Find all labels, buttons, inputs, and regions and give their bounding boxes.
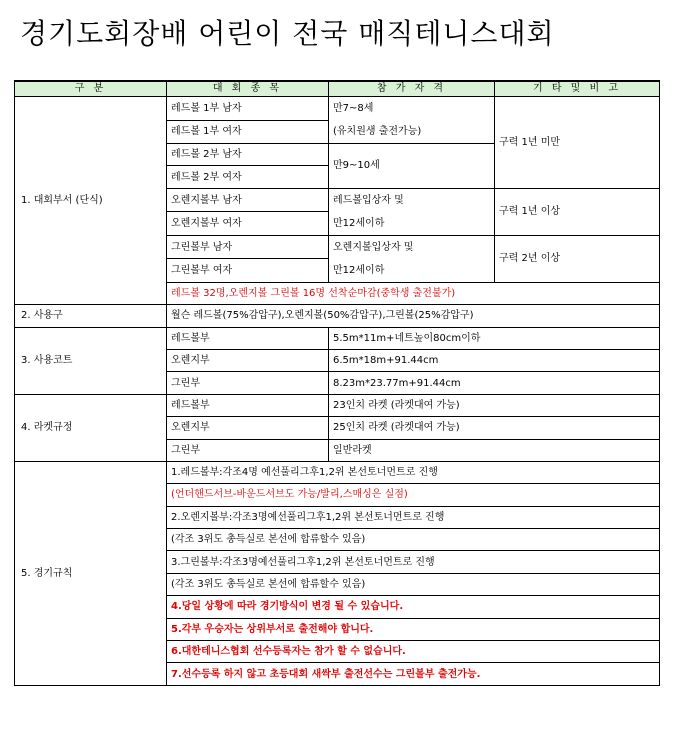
event-cell: 레드볼 2부 여자: [167, 166, 329, 188]
rule-line: 2.오렌지볼부:각조3명예선풀리그후1,2위 본선토너먼트로 진행: [167, 506, 660, 528]
table-row: [15, 305, 660, 327]
section-label-rules: 5. 경기규칙: [15, 461, 167, 685]
header-notes: 기 타 및 비 고: [495, 81, 660, 97]
event-cell: 레드볼 1부 남자: [167, 97, 329, 121]
rule-line: 5.각부 우승자는 상위부서로 출전해야 합니다.: [167, 618, 660, 640]
section-label-divisions: 1. 대회부서 (단식): [15, 97, 167, 305]
ball-text: 월슨 레드볼(75%감압구),오렌지볼(50%감압구),그린볼(25%감압구): [167, 305, 660, 327]
eligibility-cell: [329, 188, 495, 235]
eligibility-line: 만12세이하: [333, 264, 385, 276]
rule-line: 7.선수등록 하지 않고 초등대회 새싹부 출전선수는 그린볼부 출전가능.: [167, 663, 660, 685]
eligibility-line: (유치원생 출전가능): [333, 126, 422, 137]
eligibility-cell: [329, 235, 495, 282]
section-label-ball: 2. 사용구: [15, 305, 167, 327]
rule-line: (언더핸드서브-바운드서브도 가능/발리,스매싱은 실점): [167, 484, 660, 506]
rule-line: 3.그린볼부:각조3명예선풀리그후1,2위 본선토너먼트로 진행: [167, 551, 660, 573]
header-row: [15, 81, 660, 97]
racket-division: 그린부: [167, 439, 329, 461]
rule-line: 6.대한테니스협회 선수등록자는 참가 할 수 없습니다.: [167, 641, 660, 663]
rule-line: 1.레드볼부:각조4명 예선풀리그후1,2위 본선토너먼트로 진행: [167, 461, 660, 483]
racket-division: 오렌지부: [167, 417, 329, 439]
eligibility-cell: 만9~10세: [329, 144, 495, 189]
rule-line: (각조 3위도 총득실로 본선에 합류할수 있음): [167, 529, 660, 551]
notes-cell: 구력 1년 미만: [495, 97, 660, 189]
notes-cell: 구력 1년 이상: [495, 188, 660, 235]
section-label-court: 3. 사용코트: [15, 327, 167, 394]
rule-line: (각조 3위도 총득실로 본선에 합류할수 있음): [167, 573, 660, 595]
table-row: [15, 97, 660, 121]
eligibility-line: 레드볼입상자 및: [333, 194, 404, 206]
eligibility-line: 만7~8세: [333, 103, 374, 114]
eligibility-line: 만12세이하: [333, 217, 385, 229]
division-footnote: 레드볼 32명,오렌지볼 그린볼 16명 선착순마감(중학생 출전불가): [167, 282, 660, 304]
event-cell: 레드볼 2부 남자: [167, 144, 329, 166]
header-event: 대 회 종 목: [167, 81, 329, 97]
eligibility-line: 오렌지볼입상자 및: [333, 241, 414, 253]
racket-division: 레드볼부: [167, 394, 329, 416]
table-row: [15, 394, 660, 416]
racket-rule: 23인치 라켓 (라켓대여 가능): [329, 394, 660, 416]
racket-rule: 일반라켓: [329, 439, 660, 461]
event-cell: 오렌지볼부 여자: [167, 212, 329, 236]
court-size: 6.5m*18m+91.44cm: [329, 349, 660, 371]
header-category: 구 분: [15, 81, 167, 97]
page-title: 경기도회장배 어린이 전국 매직테니스대회: [20, 17, 555, 50]
tournament-table: [14, 80, 660, 686]
rule-line: 4.당일 상황에 따라 경기방식이 변경 될 수 있습니다.: [167, 596, 660, 618]
eligibility-cell: [329, 97, 495, 144]
section-label-racket: 4. 라켓규정: [15, 394, 167, 461]
event-cell: 그린볼부 남자: [167, 235, 329, 259]
event-cell: 오렌지볼부 남자: [167, 188, 329, 212]
event-cell: 그린볼부 여자: [167, 259, 329, 283]
table-row: [15, 461, 660, 483]
notes-cell: 구력 2년 이상: [495, 235, 660, 282]
racket-rule: 25인치 라켓 (라켓대여 가능): [329, 417, 660, 439]
header-eligibility: 참 가 자 격: [329, 81, 495, 97]
court-division: 오렌지부: [167, 349, 329, 371]
event-cell: 레드볼 1부 여자: [167, 120, 329, 144]
court-division: 레드볼부: [167, 327, 329, 349]
court-division: 그린부: [167, 372, 329, 394]
court-size: 8.23m*23.77m+91.44cm: [329, 372, 660, 394]
court-size: 5.5m*11m+네트높이80cm이하: [329, 327, 660, 349]
table-row: [15, 327, 660, 349]
